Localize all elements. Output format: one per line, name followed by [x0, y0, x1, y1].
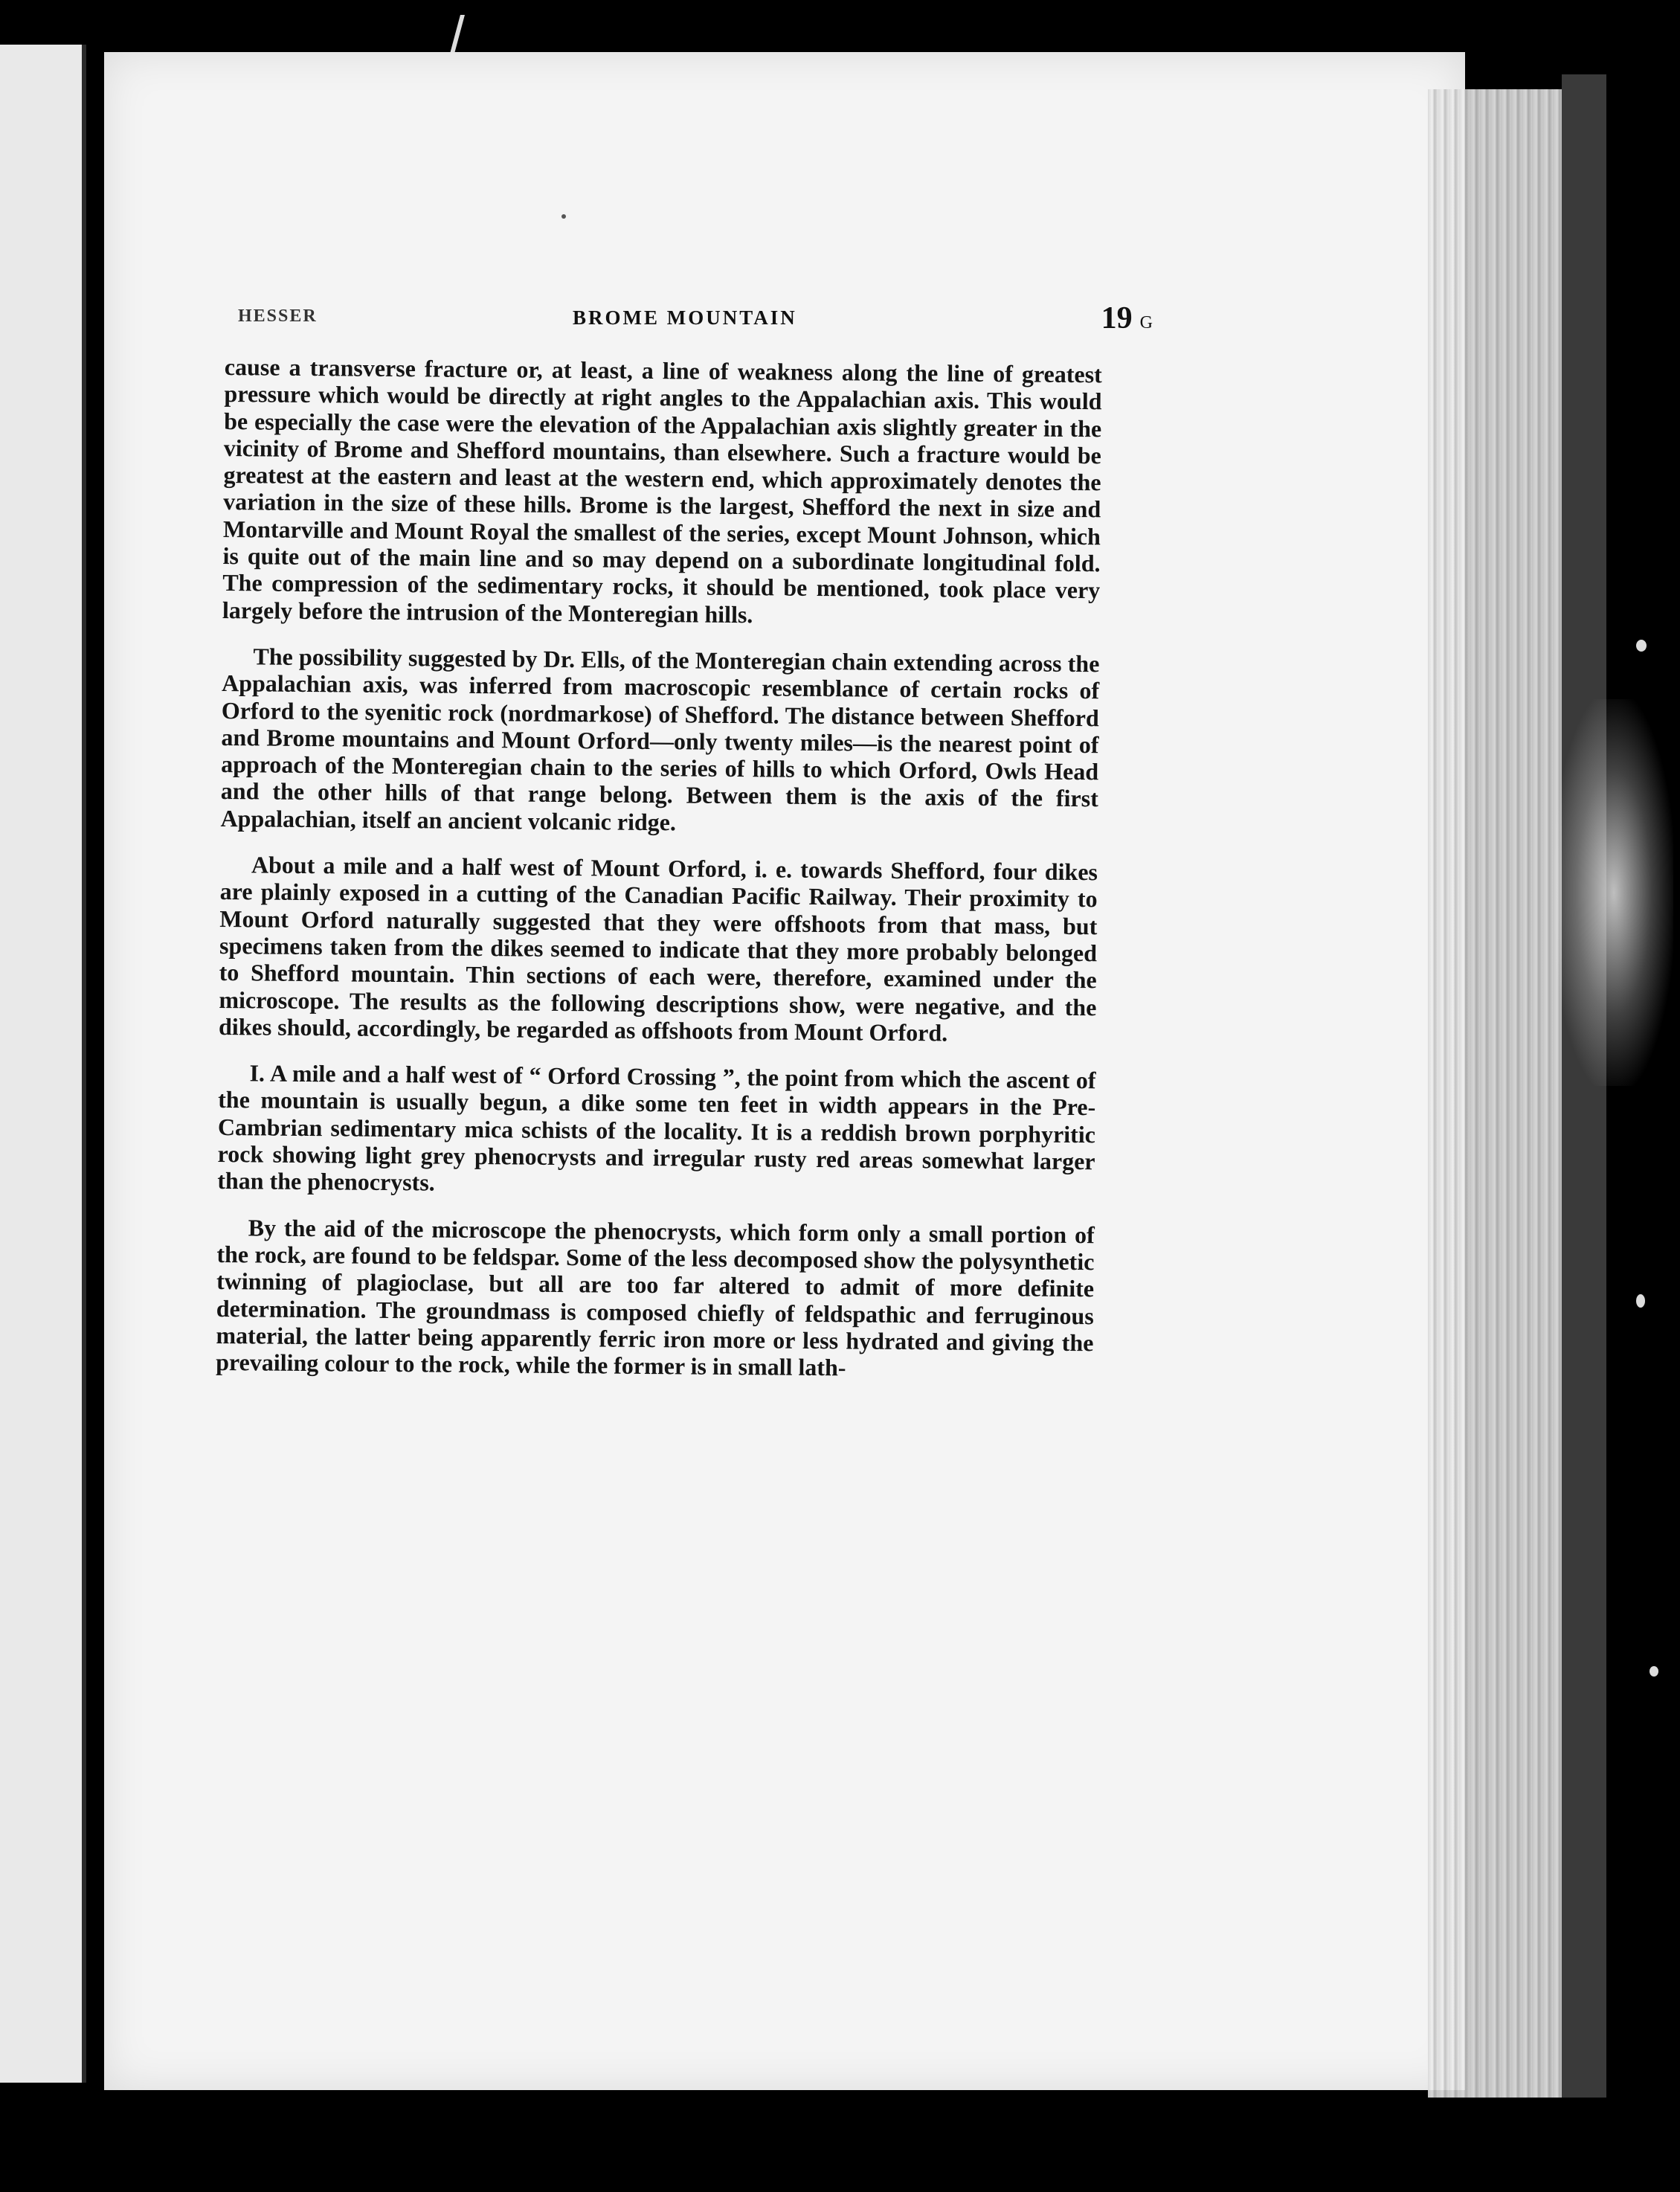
- page-number-suffix: G: [1139, 313, 1153, 332]
- body-text: [216, 353, 1102, 1403]
- running-header: [238, 300, 1153, 345]
- scan-artifact-mark: [450, 15, 478, 54]
- paragraph: cause a transverse fracture or, at least, a line of weakness along the line of greatest pressure which would be directly at right angles to the Appalachian axis. This would be especially the case were the elevation of the Appalachian axis slightly greater in the vicinity of Brome and Shefford mountains, than elsewhere. Such a fracture would be greatest at the eastern and least at the western end, which approximately denotes the variation in the size of these hills. Brome is the largest, Shefford the next in size and Montarville and Mount Royal the smallest of the series, except Mount Johnson, which is quite out of the main line and so may depend on a subordinate longitudinal fold. The compression of the sedimentary rocks, it should be mentioned, took place very largely before the intrusion of the Monteregian hills.: [222, 353, 1102, 628]
- paragraph: The possibility suggested by Dr. Ells, of the Monteregian chain extending across the Appalachian axis, was inferred from macroscopic resemblance of certain rocks of Orford to the syenitic rock (nordmarkose) of Shefford. The distance between Shefford and Brome mountains and Mount Orford—only twenty miles—is the nearest point of approach of the Monteregian chain to the series of hills to which Orford, Owls Head and the other hills of that range belong. Between them is the axis of the first Appalachian, itself an ancient volcanic ridge.: [220, 643, 1100, 836]
- paragraph: I. A mile and a half west of “ Orford Crossing ”, the point from which the ascent of the mountain is usually begun, a dike some ten feet in width appears in the Pre-Cambrian sedimentary mica schists of the locality. It is a reddish brown porphyritic rock showing light grey phenocrysts and irregular rusty red areas somewhat larger than the phenocrysts.: [217, 1059, 1096, 1196]
- paragraph: About a mile and a half west of Mount Orford, i. e. towards Shefford, four dikes are plainly exposed in a cutting of the Canadian Pacific Railway. Their proximity to Mount Orford naturally suggested that they were offshoots from that mass, but specimens taken from the dikes seemed to indicate that they more probably belonged to Shefford mountain. Thin sections of each were, therefore, examined under the microscope. The results as the following descriptions show, were negative, and the dikes should, accordingly, be regarded as offshoots from Mount Orford.: [218, 851, 1098, 1047]
- light-glare: [1554, 699, 1673, 1086]
- page-number: [1101, 300, 1153, 336]
- header-author: HESSER: [238, 306, 318, 326]
- paragraph: By the aid of the microscope the phenocrysts, which form only a small portion of the rock, are found to be feldspar. Some of the less decomposed show the polysynthetic twinning of plagioclase, but all are too far altered to admit of more definite determination. The groundmass is composed chiefly of feldspathic and ferruginous material, the latter being apparently ferric iron more or less hydrated and giving the prevailing colour to the rock, while the former is in small lath-: [216, 1213, 1095, 1381]
- facing-page-edge: [0, 45, 86, 2083]
- page-number-value: 19: [1101, 301, 1133, 335]
- book-fore-edge-shadow: [1562, 74, 1606, 2098]
- header-title: BROME MOUNTAIN: [573, 306, 797, 329]
- dust-speck: [1636, 640, 1647, 652]
- dust-speck: [561, 214, 566, 219]
- dust-speck: [1650, 1666, 1658, 1677]
- dust-speck: [1636, 1294, 1645, 1308]
